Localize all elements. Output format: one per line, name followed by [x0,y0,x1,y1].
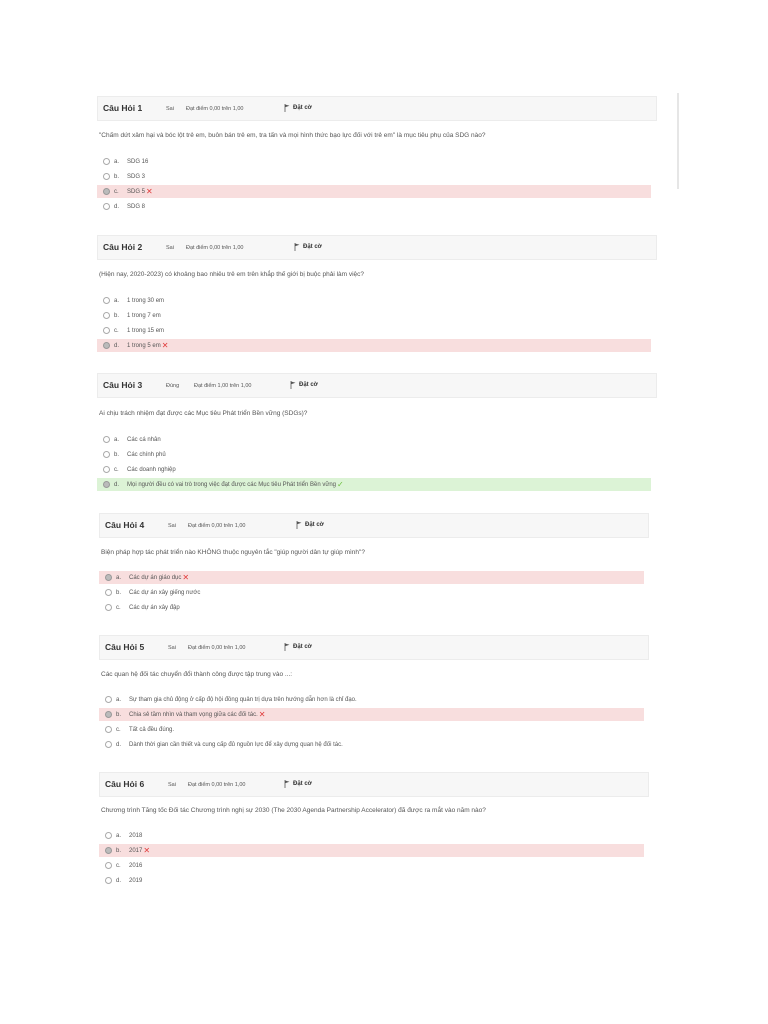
radio-button[interactable] [105,604,112,611]
answer-option[interactable]: c. 1 trong 15 em [97,324,651,337]
question-4 [99,513,649,611]
incorrect-icon: ✕ [143,845,151,855]
radio-button[interactable] [103,342,110,349]
option-label: Các dự án xây giếng nước [129,589,201,596]
radio-button[interactable] [105,589,112,596]
option-label: 1 trong 7 em [127,312,161,319]
question-score: Đạt điểm 0,00 trên 1,00 [186,245,244,251]
answer-option[interactable]: d. 2019 [99,874,644,887]
incorrect-icon: ✕ [258,709,266,719]
answer-option[interactable]: c. Tất cả đều đúng. [99,723,644,736]
option-label: 1 trong 30 em [127,297,165,304]
option-label: 2016 [129,862,143,869]
radio-button[interactable] [105,574,112,581]
question-title: Câu Hỏi 5 [105,642,145,652]
answer-options [99,829,644,889]
option-label: SDG 8 [127,203,146,210]
radio-button[interactable] [103,436,110,443]
flag-label: Đặt cờ [293,781,312,787]
flag-question-button[interactable] [290,381,318,389]
flag-icon [284,643,290,651]
answer-options [99,693,644,753]
answer-option[interactable]: c. Các dự án xây đập [99,601,644,614]
flag-question-button[interactable] [294,243,322,251]
flag-icon [284,104,290,112]
question-status: Sai [168,782,176,788]
question-text: "Chấm dứt xâm hại và bóc lột trẻ em, buôn bán trẻ em, tra tấn và mọi hình thức bạo lực đối với trẻ em" là mục tiêu phụ của SDG nào? [99,132,486,139]
question-title: Câu Hỏi 4 [105,520,145,530]
question-score: Đạt điểm 0,00 trên 1,00 [188,782,246,788]
question-status: Sai [166,245,174,251]
flag-question-button[interactable] [284,780,312,788]
radio-button[interactable] [105,726,112,733]
question-header [99,772,649,797]
answer-option[interactable]: a. Các cá nhân [97,433,651,446]
flag-question-button[interactable] [284,104,312,112]
question-header [97,96,657,121]
option-label: 2019 [129,877,143,884]
question-score: Đạt điểm 0,00 trên 1,00 [188,645,246,651]
question-score: Đạt điểm 1,00 trên 1,00 [194,383,252,389]
correct-icon: ✓ [337,479,344,489]
question-status: Sai [168,523,176,529]
question-title: Câu Hỏi 1 [103,103,143,113]
question-status: Sai [168,645,176,651]
radio-button[interactable] [105,862,112,869]
answer-option[interactable]: b. Các dự án xây giếng nước [99,586,644,599]
question-header [97,235,657,260]
answer-option[interactable]: b. Các chính phủ [97,448,651,461]
option-label: Mọi người đều có vai trò trong việc đạt được các Mục tiêu Phát triển Bền vững [127,481,337,488]
answer-option[interactable]: b. 1 trong 7 em [97,309,651,322]
radio-button[interactable] [103,203,110,210]
radio-button[interactable] [103,481,110,488]
option-label: Các cá nhân [127,436,161,443]
option-label: 2018 [129,832,143,839]
question-status: Đúng [166,383,180,389]
question-text: Chương trình Tăng tốc Đối tác Chương trình nghị sự 2030 (The 2030 Agenda Partnership Accelerator) đã được ra mắt vào năm nào? [101,807,486,814]
answer-option-selected[interactable]: a. Các dự án giáo dục ✕ [99,571,644,584]
answer-options [99,571,644,616]
answer-options [97,433,651,493]
radio-button[interactable] [103,173,110,180]
question-status: Sai [166,106,174,112]
question-score: Đạt điểm 0,00 trên 1,00 [188,523,246,529]
question-1 [97,96,657,210]
answer-option[interactable]: d. Dành thời gian cần thiết và cung cấp đủ nguồn lực để xây dựng quan hệ đối tác. [99,738,644,751]
radio-button[interactable] [105,832,112,839]
question-title: Câu Hỏi 6 [105,779,145,789]
flag-label: Đặt cờ [293,644,312,650]
option-label: SDG 16 [127,158,149,165]
radio-button[interactable] [103,312,110,319]
option-label: Dành thời gian cần thiết và cung cấp đủ nguồn lực để xây dựng quan hệ đối tác. [129,741,343,748]
option-label: 1 trong 5 em [127,342,161,349]
flag-question-button[interactable] [284,643,312,651]
answer-option-selected[interactable]: d. 1 trong 5 em ✕ [97,339,651,352]
answer-option[interactable]: d. SDG 8 [97,200,651,213]
radio-button[interactable] [105,877,112,884]
answer-option-selected[interactable]: b. Chia sẻ tầm nhìn và tham vọng giữa các đối tác. ✕ [99,708,644,721]
answer-option-selected[interactable]: d. Mọi người đều có vai trò trong việc đạt được các Mục tiêu Phát triển Bền vững ✓ [97,478,651,491]
scrollbar[interactable] [677,93,679,189]
radio-button[interactable] [103,188,110,195]
radio-button[interactable] [103,327,110,334]
answer-option-selected[interactable]: c. SDG 5 ✕ [97,185,651,198]
answer-option[interactable]: a. 1 trong 30 em [97,294,651,307]
option-label: Các chính phủ [127,451,166,458]
radio-button[interactable] [103,451,110,458]
question-text: Ai chịu trách nhiệm đạt được các Mục tiêu Phát triển Bền vững (SDGs)? [99,410,308,417]
option-label: Chia sẻ tầm nhìn và tham vọng giữa các đối tác. [129,711,258,718]
incorrect-icon: ✕ [146,186,153,196]
answer-option[interactable]: a. SDG 16 [97,155,651,168]
question-header [97,373,657,398]
question-3 [97,373,657,489]
answer-options [97,294,651,354]
answer-option[interactable]: a. 2018 [99,829,644,842]
answer-option[interactable]: a. Sự tham gia chủ động ở cấp độ hội đồng quản trị dựa trên hướng dẫn hơn là chỉ đạo. [99,693,644,706]
flag-label: Đặt cờ [303,244,322,250]
option-label: 2017 [129,847,143,854]
flag-icon [294,243,300,251]
radio-button[interactable] [105,741,112,748]
question-6 [99,772,649,884]
option-label: Tất cả đều đúng. [129,726,175,733]
question-title: Câu Hỏi 3 [103,380,143,390]
incorrect-icon: ✕ [182,572,190,582]
flag-icon [290,381,296,389]
question-5 [99,635,649,748]
flag-icon [284,780,290,788]
radio-button[interactable] [103,158,110,165]
question-2 [97,235,657,350]
flag-label: Đặt cờ [293,105,312,111]
option-label: SDG 3 [127,173,146,180]
flag-question-button[interactable] [296,521,324,529]
flag-label: Đặt cờ [305,522,324,528]
incorrect-icon: ✕ [161,340,169,350]
flag-icon [296,521,302,529]
question-text: Các quan hệ đối tác chuyển đổi thành công được tập trung vào ...: [101,671,293,678]
option-label: Các dự án xây đập [129,604,180,611]
radio-button[interactable] [103,297,110,304]
radio-button[interactable] [105,711,112,718]
answer-options [97,155,651,215]
option-label: 1 trong 15 em [127,327,165,334]
answer-option[interactable]: b. SDG 3 [97,170,651,183]
radio-button[interactable] [103,466,110,473]
question-header [99,635,649,660]
answer-option[interactable]: c. 2016 [99,859,644,872]
answer-option-selected[interactable]: b. 2017 ✕ [99,844,644,857]
question-text: (Hiện nay, 2020-2023) có khoảng bao nhiêu trẻ em trên khắp thế giới bị buộc phải làm việc? [99,271,365,278]
question-title: Câu Hỏi 2 [103,242,143,252]
flag-label: Đặt cờ [299,382,318,388]
question-text: Biện pháp hợp tác phát triển nào KHÔNG thuộc nguyên tắc "giúp người dân tự giúp mình"? [101,549,365,556]
option-label: SDG 5 [127,188,146,195]
question-score: Đạt điểm 0,00 trên 1,00 [186,106,244,112]
option-label: Các dự án giáo dục [129,574,182,581]
radio-button[interactable] [105,696,112,703]
option-label: Sự tham gia chủ động ở cấp độ hội đồng quản trị dựa trên hướng dẫn hơn là chỉ đạo. [129,696,357,703]
answer-option[interactable]: c. Các doanh nghiệp [97,463,651,476]
question-header [99,513,649,538]
radio-button[interactable] [105,847,112,854]
option-label: Các doanh nghiệp [127,466,176,473]
